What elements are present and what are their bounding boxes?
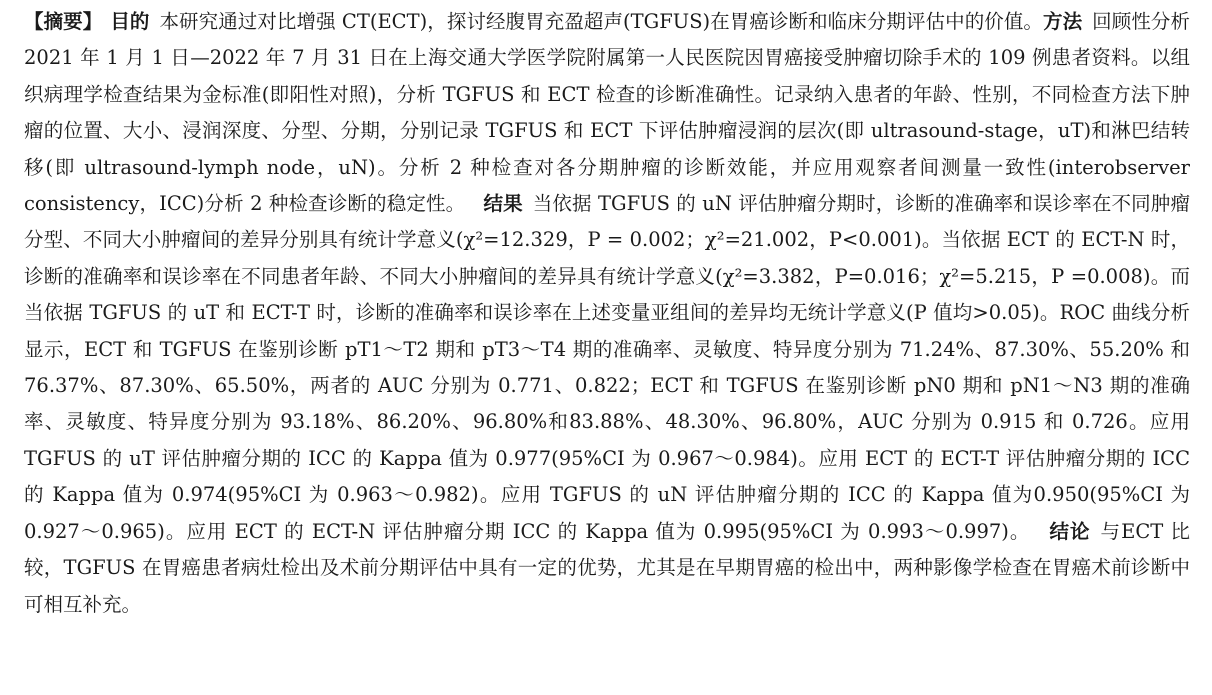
abstract-paragraph: [24, 4, 1190, 623]
abstract-label: 【摘要】: [24, 10, 103, 33]
objective-text: 本研究通过对比增强 CT(ECT)，探讨经腹胃充盈超声(TGFUS)在胃癌诊断和临床分期评估中的价值。: [159, 10, 1044, 33]
conclusion-text: 与ECT 比较，TGFUS 在胃癌患者病灶检出及术前分期评估中具有一定的优势，尤其是在早期胃癌的检出中，两种影像学检查在胃癌术前诊断中可相互补充。: [24, 519, 1190, 616]
methods-text: 回顾性分析 2021 年 1 月 1 日—2022 年 7 月 31 日在上海交通大学医学院附属第一人民医院因胃癌接受肿瘤切除手术的 109 例患者资料。以组织病理学检查结果为金标准(即阳性对照)，分析 TGFUS 和 ECT 检查的诊断准确性。记录纳入患者的年龄、性别，不同检查方法下肿瘤的位置、大小、浸润深度、分型、分期，分别记录 TGFUS 和 ECT 下评估肿瘤浸润的层次(即 ultrasound-stage，uT)和淋巴结转移(即 ultrasound-lymph node，uN)。分析 2 种检查对各分期肿瘤的诊断效能，并应用观察者间测量一致性(interobserver consistency，ICC)分析 2 种检查诊断的稳定性。: [24, 10, 1190, 216]
results-text: 当依据 TGFUS 的 uN 评估肿瘤分期时，诊断的准确率和误诊率在不同肿瘤分型、不同大小肿瘤间的差异分别具有统计学意义(χ²=12.329，P = 0.002；χ²=21.002，P<0.001)。当依据 ECT 的 ECT-N 时，诊断的准确率和误诊率在不同患者年龄、不同大小肿瘤间的差异具有统计学意义(χ²=3.382，P=0.016；χ²=5.215，P =0.008)。而当依据 TGFUS 的 uT 和 ECT-T 时，诊断的准确率和误诊率在上述变量亚组间的差异均无统计学意义(P 值均>0.05)。ROC 曲线分析显示，ECT 和 TGFUS 在鉴别诊断 pT1～T2 期和 pT3～T4 期的准确率、灵敏度、特异度分别为 71.24%、87.30%、55.20% 和 76.37%、87.30%、65.50%，两者的 AUC 分别为 0.771、0.822；ECT 和 TGFUS 在鉴别诊断 pN0 期和 pN1～N3 期的准确率、灵敏度、特异度分别为 93.18%、86.20%、96.80%和83.88%、48.30%、96.80%，AUC 分别为 0.915 和 0.726。应用 TGFUS 的 uT 评估肿瘤分期的 ICC 的 Kappa 值为 0.977(95%CI 为 0.967～0.984)。应用 ECT 的 ECT-T 评估肿瘤分期的 ICC 的 Kappa 值为 0.974(95%CI 为 0.963～0.982)。应用 TGFUS 的 uN 评估肿瘤分期的 ICC 的 Kappa 值为0.950(95%CI 为 0.927～0.965)。应用 ECT 的 ECT-N 评估肿瘤分期 ICC 的 Kappa 值为 0.995(95%CI 为 0.993～0.997)。: [24, 192, 1190, 543]
conclusion-label: 结论: [1048, 519, 1091, 543]
methods-label: 方法: [1043, 10, 1083, 33]
results-label: 结果: [483, 192, 523, 216]
objective-label: 目的: [110, 10, 150, 33]
